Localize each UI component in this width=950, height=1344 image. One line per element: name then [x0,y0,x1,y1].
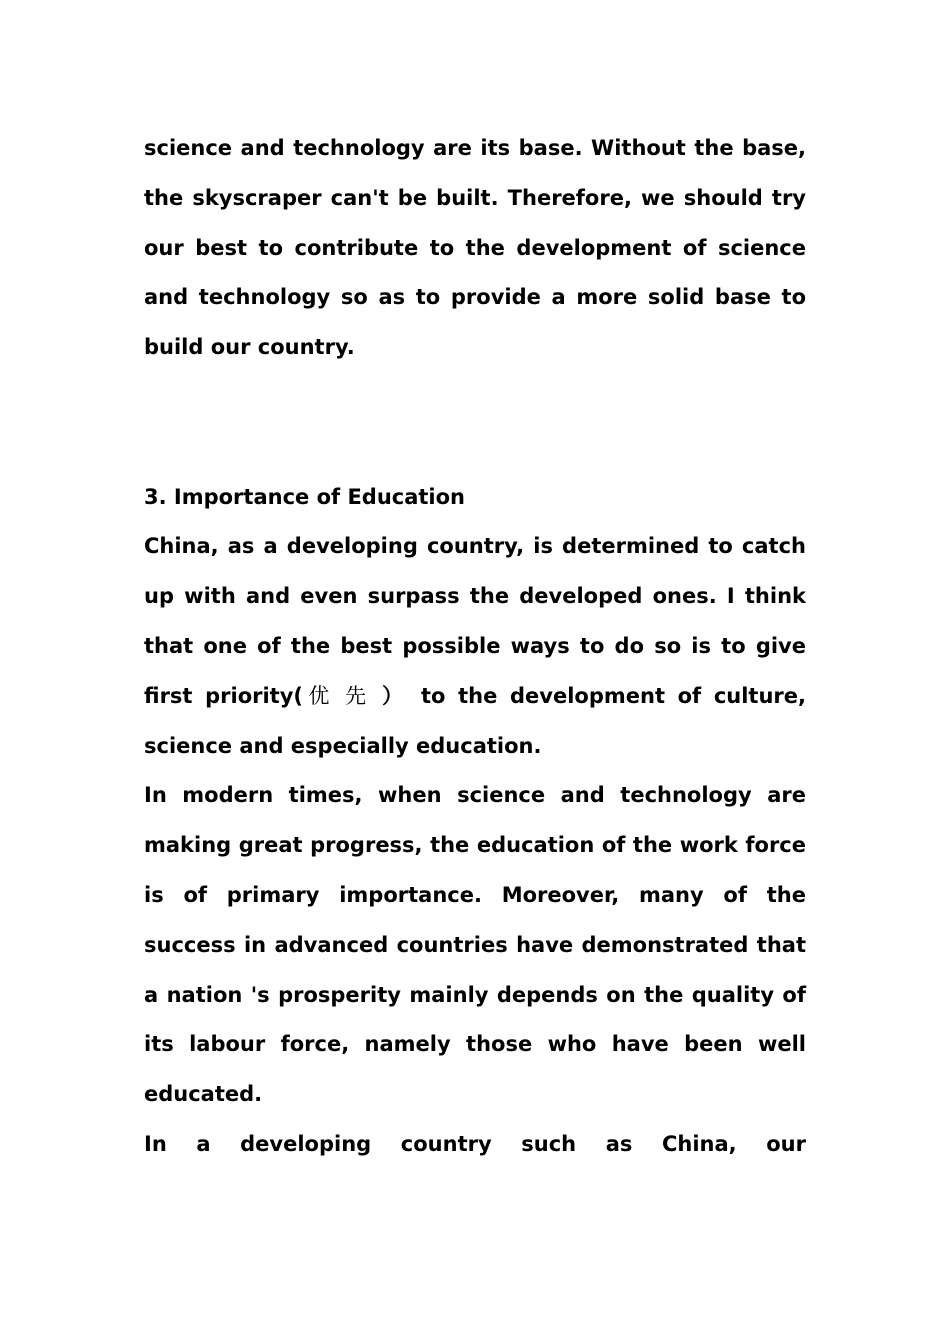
paragraph-developing-country: In a developing country such as China, our [144,1131,806,1156]
paragraph-china-text-end: ） to the development of culture, science and especially education. [144,683,807,758]
document-body [144,124,806,1170]
section-heading-education: 3. Importance of Education [144,484,466,509]
section-spacer [144,373,806,473]
paragraph-china-cjk-term: 优先 [303,683,383,708]
paragraph-science-base: science and technology are its base. Without the base, the skyscraper can't be built. Therefore, we should try our best to contribute to the development of science and technology so as to provide a more solid base to build our country. [144,136,806,360]
paragraph-china-text-start: China, as a developing country, is determined to catch up with and even surpass the developed ones. I think that one of the best possible ways to do so is to give first priority( [144,534,806,708]
paragraph-modern-times: In modern times, when science and technology are making great progress, the education of the work force is of primary importance. Moreover, many of the success in advanced countries have demonstrated that a nation 's prosperity mainly depends on the quality of its labour force, namely those who have been well educated. [144,783,806,1107]
paragraph-china-developing [144,522,806,771]
